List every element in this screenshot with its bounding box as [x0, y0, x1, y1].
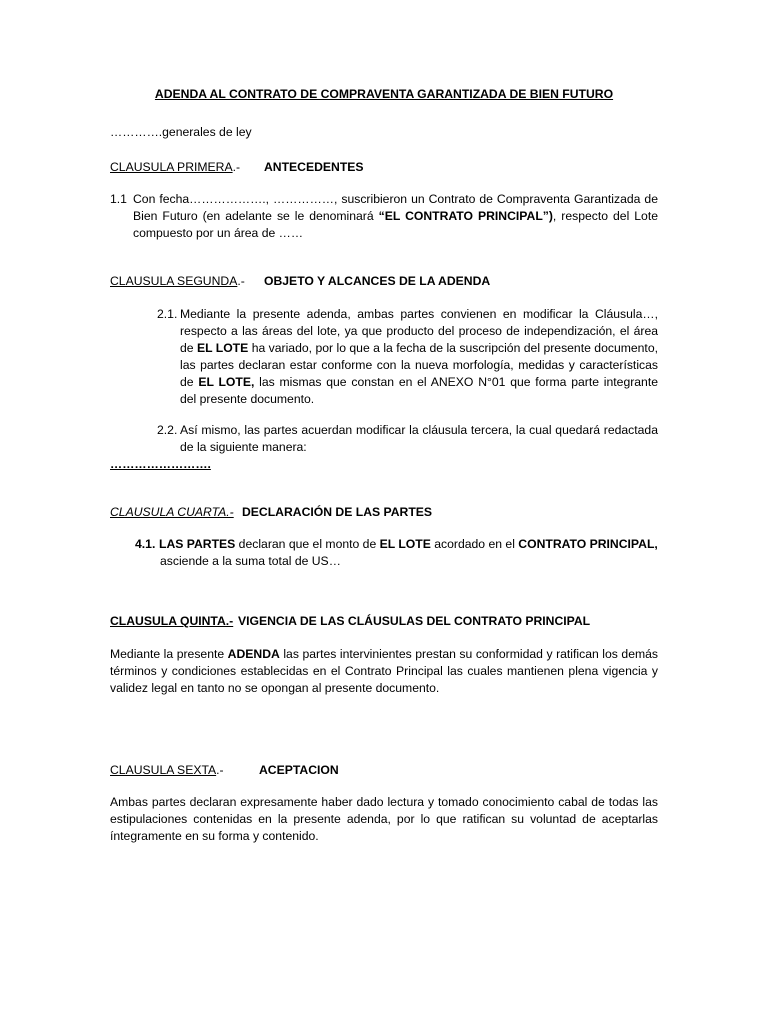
clause-5-text: [110, 646, 658, 697]
clause-2-item-1: [157, 306, 658, 410]
clause-4-item-1-number: 4.1.: [135, 537, 156, 551]
document-title: ADENDA AL CONTRATO DE COMPRAVENTA GARANTIZADA DE BIEN FUTURO: [154, 87, 614, 101]
c2-text-a: Mediante la presente adenda, ambas partes convienen en modificar la Cláusula…, respecto a las áreas del lote, ya que producto del proceso de independización, el área de: [180, 307, 658, 355]
clause-2-title: OBJETO Y ALCANCES DE LA ADENDA: [264, 274, 491, 288]
clause-1-item-1-number: 1.1: [110, 192, 127, 206]
intro-line: ………….generales de ley: [110, 125, 252, 139]
c5-text-a: Mediante la presente: [110, 647, 228, 661]
clause-1-item-1-text: [133, 191, 658, 242]
clause-2-item-1-number: 2.1.: [157, 307, 178, 321]
clause-2-item-2-text: Así mismo, las partes acuerdan modificar la cláusula tercera, la cual quedará redactada de la siguiente manera:: [180, 423, 658, 454]
clause-5-label: CLAUSULA QUINTA.-: [110, 614, 234, 628]
clause-2-item-1-text: [180, 306, 658, 408]
clause-1-suffix: .-: [232, 160, 241, 174]
clause-5-heading: [110, 613, 591, 630]
c2-text-e: las mismas que constan en el ANEXO N°01 que forma parte integrante del presente documento.: [180, 375, 658, 406]
clause-1-title: ANTECEDENTES: [264, 160, 364, 174]
c4-text-d: acordado en el: [430, 537, 519, 551]
c2-text-c: ha variado, por lo que a la fecha de la suscripción del presente documento, las partes declaran estar conforme con la nueva morfología, medidas y características de: [180, 341, 658, 389]
clause-6-text: Ambas partes declaran expresamente haber dado lectura y tomado conocimiento cabal de todas las estipulaciones contenidas en la presente adenda, por lo que ratifican su voluntad de aceptarlas íntegramente en su forma y contenido.: [110, 795, 658, 843]
c1-text-b: “EL CONTRATO PRINCIPAL”): [378, 209, 553, 223]
clause-4-heading: [110, 504, 433, 521]
clause-6-suffix: .-: [216, 763, 224, 777]
clause-2-item-2: [157, 422, 658, 456]
c2-text-d: EL LOTE,: [198, 375, 255, 389]
clause-2-item-2-number: 2.2.: [157, 423, 178, 437]
clause-2-suffix: .-: [237, 274, 245, 288]
c4-text-f: asciende a la suma total de US…: [160, 554, 341, 568]
c2-text-b: EL LOTE: [196, 341, 249, 355]
clause-1-label: CLAUSULA PRIMERA: [110, 160, 233, 174]
c4-text-a: LAS PARTES: [159, 537, 236, 551]
clause-4-item-1: [135, 536, 658, 570]
clause-4-title: DECLARACIÓN DE LAS PARTES: [242, 505, 433, 519]
c5-text-c: las partes intervinientes prestan su conformidad y ratifican los demás términos y condiciones establecidas en el Contrato Principal las cuales mantienen plena vigencia y validez legal en tanto no se opongan al presente documento.: [110, 647, 658, 695]
clause-6-heading: [110, 762, 339, 779]
c1-text-c: , respecto del Lote compuesto por un área de ……: [133, 209, 658, 240]
clause-1-heading: [110, 159, 364, 176]
clause-5-title: VIGENCIA DE LAS CLÁUSULAS DEL CONTRATO PRINCIPAL: [238, 614, 591, 628]
clause-4-label: CLAUSULA CUARTA.-: [110, 505, 234, 519]
clause-2-dots: …………………….: [110, 457, 211, 471]
c4-text-e: CONTRATO PRINCIPAL,: [518, 537, 658, 551]
clause-6-label: CLAUSULA SEXTA: [110, 763, 217, 777]
c4-text-c: EL LOTE: [379, 537, 431, 551]
clause-2-heading: [110, 273, 491, 290]
c4-text-b: declaran que el monto de: [235, 537, 380, 551]
c1-text-a: Con fecha………………., ……………, suscribieron un Contrato de Compraventa Garantizada de Bien Futuro (en adelante se le denominará: [133, 192, 658, 223]
clause-6-title: ACEPTACION: [259, 763, 339, 777]
clause-4-item-1-text: [159, 536, 658, 570]
c5-text-b: ADENDA: [227, 647, 280, 661]
clause-2-label: CLAUSULA SEGUNDA: [110, 274, 238, 288]
clause-1-item-1: [110, 191, 658, 243]
